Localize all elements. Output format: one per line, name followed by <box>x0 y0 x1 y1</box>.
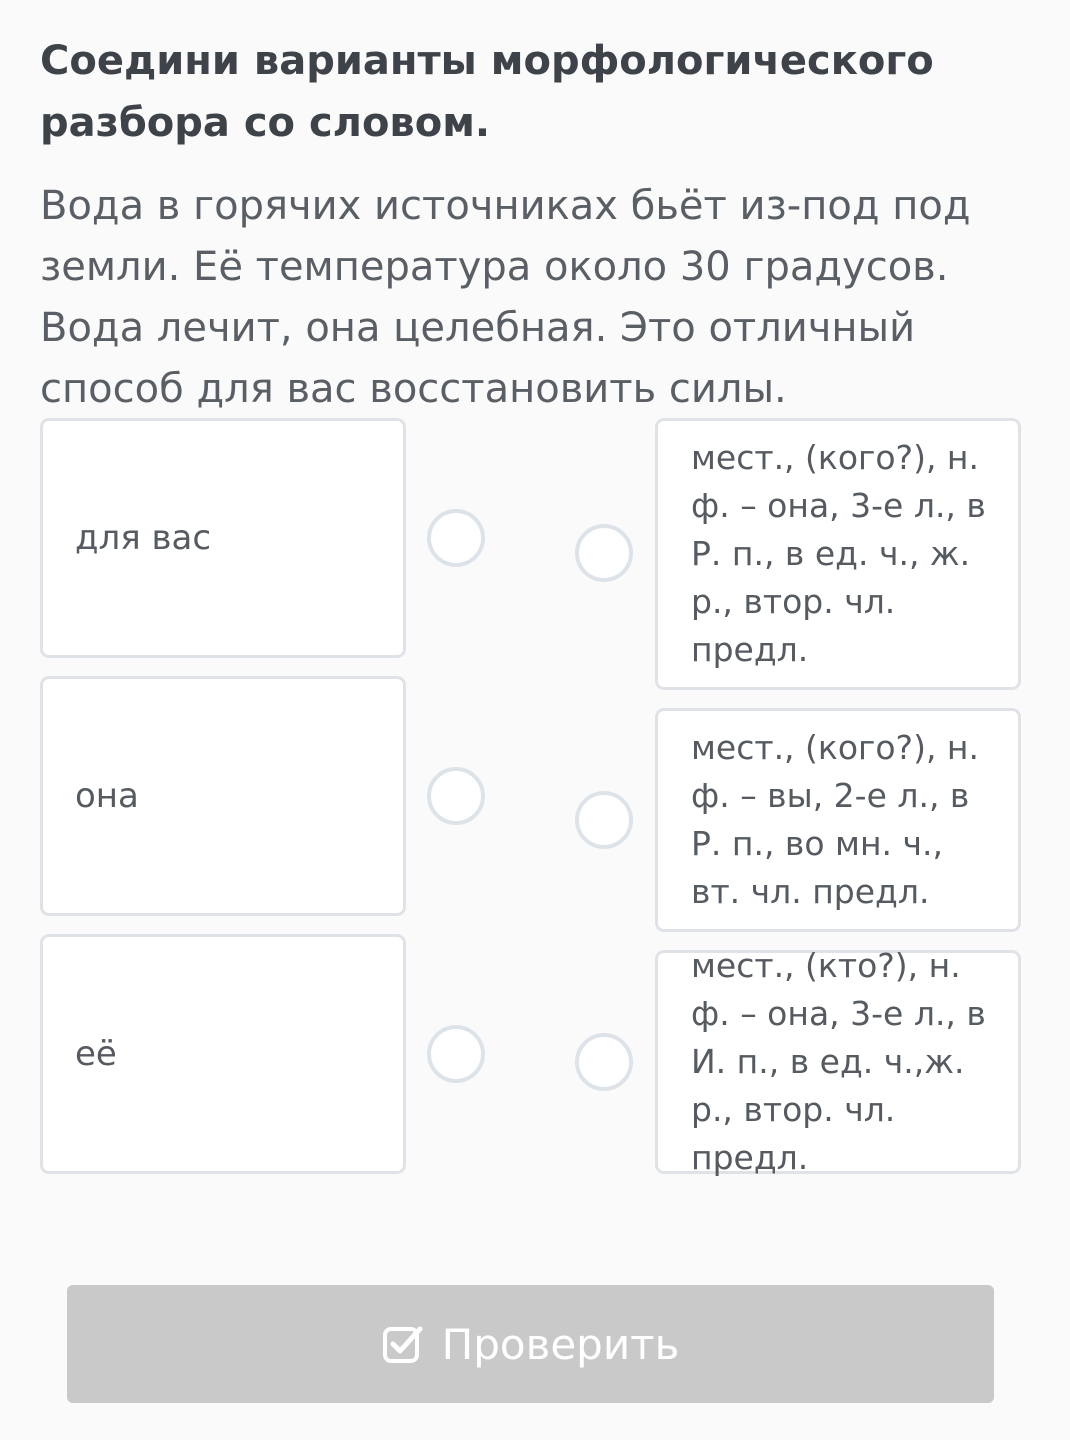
left-item-card[interactable] <box>40 934 406 1174</box>
left-item-label: для вас <box>75 518 212 558</box>
right-item-label: мест., (кого?), н. ф. – вы, 2-е л., в Р. п., во мн. ч., вт. чл. предл. <box>691 728 979 911</box>
right-connector-dot[interactable] <box>575 791 633 849</box>
right-item-label: мест., (кто?), н. ф. – она, 3-е л., в И. п., в ед. ч.,ж. р., втор. чл. предл. <box>691 946 986 1177</box>
check-button-label: Проверить <box>441 1319 680 1369</box>
left-item-label: её <box>75 1034 117 1074</box>
right-item-card[interactable] <box>655 418 1021 690</box>
left-connector-dot[interactable] <box>427 509 485 567</box>
right-connector-dot[interactable] <box>575 524 633 582</box>
right-connector-dot[interactable] <box>575 1033 633 1091</box>
right-item-card[interactable] <box>655 946 1021 1177</box>
left-item-card[interactable] <box>40 418 406 658</box>
left-connector-dot[interactable] <box>427 1025 485 1083</box>
left-connector-dot[interactable] <box>427 767 485 825</box>
check-button[interactable] <box>67 1285 994 1403</box>
right-item-label: мест., (кого?), н. ф. – она, 3-е л., в Р. п., в ед. ч., ж. р., втор. чл. предл. <box>691 438 986 669</box>
right-item-card[interactable] <box>655 708 1021 932</box>
task-text: Вода в горячих источниках бьёт из-под под земли. Её температура около 30 градусов. Вода лечит, она целебная. Это отличный способ для вас восстановить силы. <box>40 183 971 412</box>
left-item-card[interactable] <box>40 676 406 916</box>
task-title: Соедини варианты морфологического разбора со словом. <box>40 38 934 146</box>
checkbox-checked-icon <box>382 1323 424 1365</box>
left-item-label: она <box>75 776 139 816</box>
